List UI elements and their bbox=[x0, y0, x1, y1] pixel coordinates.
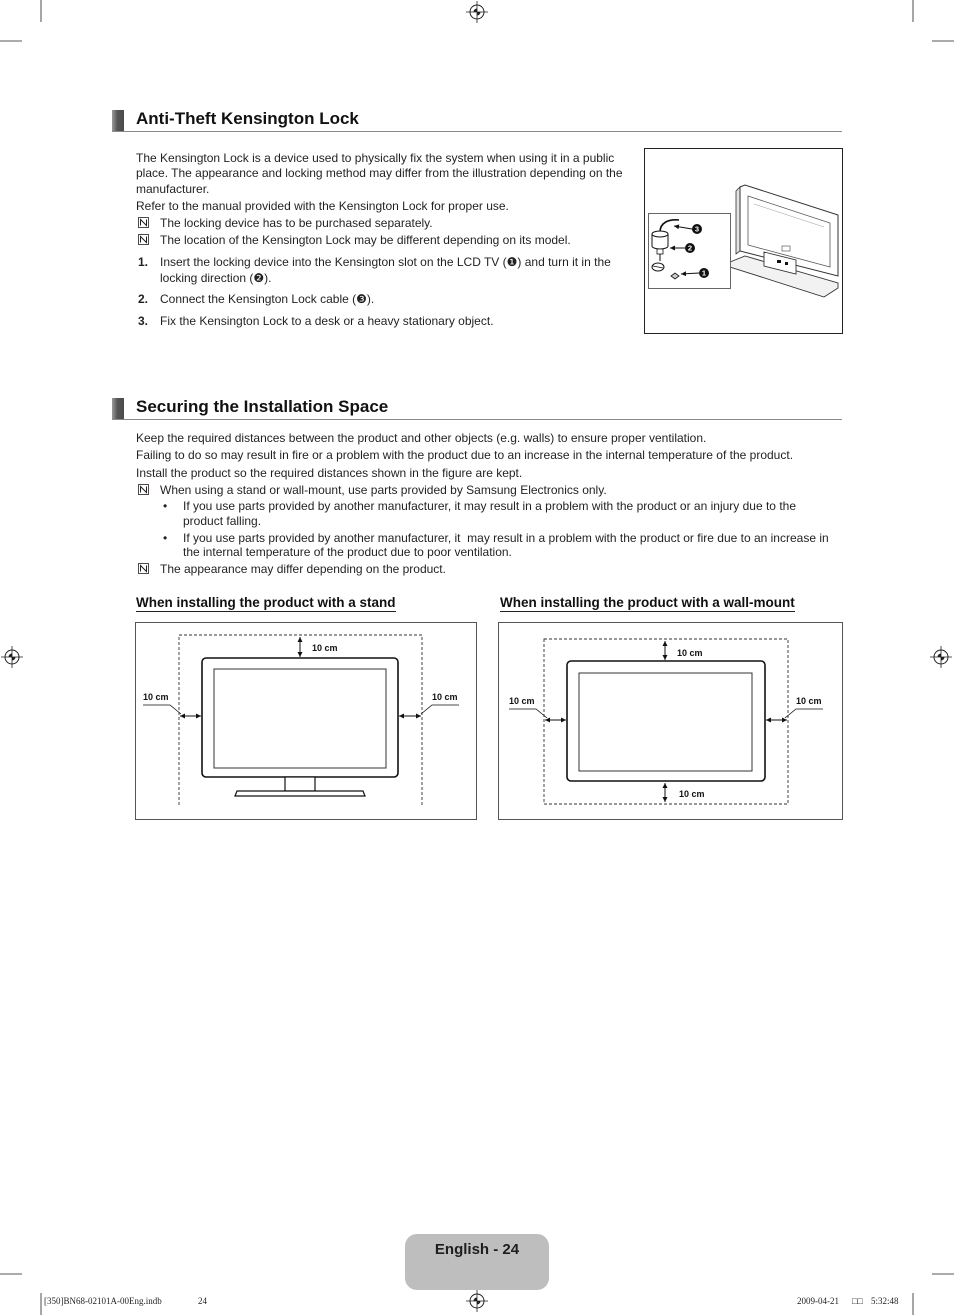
registration-mark-right bbox=[930, 646, 952, 668]
tv-stand-neck bbox=[285, 777, 315, 791]
note-icon bbox=[138, 234, 149, 245]
step-text-line: locking direction (❷). bbox=[160, 271, 272, 285]
bullet-text-line: the internal temperature of the product due to poor ventilation. bbox=[183, 545, 512, 559]
stand-clearance-figure bbox=[135, 622, 477, 820]
bullet-text-line: If you use parts provided by another manufacturer, it may result in a problem with the product or fire due to an increase in bbox=[183, 531, 829, 545]
page-number-tab bbox=[405, 1234, 549, 1290]
note-text: The appearance may differ depending on the product. bbox=[160, 562, 446, 576]
note-icon bbox=[138, 217, 149, 228]
step-text-line: Fix the Kensington Lock to a desk or a heavy stationary object. bbox=[160, 314, 494, 328]
page-label: English - 24 bbox=[434, 1241, 520, 1258]
stand-clearance-drawing bbox=[135, 622, 477, 820]
section-title: Securing the Installation Space bbox=[136, 397, 389, 416]
section-rule bbox=[112, 131, 842, 132]
body-text-line: The Kensington Lock is a device used to physically fix the system when using it in a public bbox=[136, 151, 615, 165]
top-clearance-label: 10 cm bbox=[677, 648, 703, 658]
bullet-text-line: If you use parts provided by another manufacturer, it may result in a problem with the product or an injury due to the bbox=[183, 499, 796, 513]
slug-date: 2009-04-21 bbox=[797, 1296, 839, 1306]
left-clearance-label: 10 cm bbox=[143, 692, 169, 702]
step-text-line: Insert the locking device into the Kensington slot on the LCD TV (❶) and turn it in the bbox=[160, 255, 611, 269]
body-text-line: Keep the required distances between the product and other objects (e.g. walls) to ensure proper ventilation. bbox=[136, 431, 707, 445]
callout-number: 3 bbox=[694, 224, 700, 234]
tv-screen bbox=[579, 673, 752, 771]
section-title: Anti-Theft Kensington Lock bbox=[136, 109, 359, 128]
note-icon bbox=[138, 563, 149, 574]
figure-heading-stand: When installing the product with a stand bbox=[136, 595, 396, 610]
body-text-line: place. The appearance and locking method may differ from the illustration depending on the bbox=[136, 166, 623, 180]
body-text-line: manufacturer. bbox=[136, 182, 210, 196]
registration-mark-bottom bbox=[466, 1290, 488, 1312]
registration-mark-top bbox=[466, 1, 488, 23]
section-marker-bar bbox=[112, 110, 124, 131]
lock-detail-inset bbox=[649, 214, 731, 289]
note-text: When using a stand or wall-mount, use parts provided by Samsung Electronics only. bbox=[160, 483, 607, 497]
slug-time-prefix: □□ bbox=[852, 1296, 863, 1306]
step-number: 3. bbox=[138, 314, 149, 328]
slug-time: 5:32:48 bbox=[871, 1296, 899, 1306]
wall-mount-clearance-figure bbox=[498, 622, 843, 820]
left-clearance-label: 10 cm bbox=[509, 696, 535, 706]
body-text-line: Refer to the manual provided with the Kensington Lock for proper use. bbox=[136, 199, 509, 213]
body-text-line: Failing to do so may result in fire or a problem with the product due to an increase in the internal temperature of the product. bbox=[136, 448, 794, 462]
tv-screen bbox=[214, 669, 386, 768]
slug-page-number: 24 bbox=[198, 1296, 207, 1306]
step-text-line: Connect the Kensington Lock cable (❸). bbox=[160, 292, 375, 306]
note-text: The location of the Kensington Lock may be different depending on its model. bbox=[160, 233, 571, 247]
section-marker-bar bbox=[112, 398, 124, 419]
bullet-symbol: • bbox=[163, 531, 168, 545]
figure-heading-wall-mount: When installing the product with a wall-mount bbox=[500, 595, 795, 610]
bullet-text-line: product falling. bbox=[183, 514, 262, 528]
slug-filename: [350]BN68-02101A-00Eng.indb bbox=[44, 1296, 162, 1306]
section-rule bbox=[112, 419, 842, 420]
callout-number: 1 bbox=[701, 268, 707, 278]
note-icon bbox=[138, 484, 149, 495]
bottom-clearance-label: 10 cm bbox=[679, 789, 705, 799]
kensington-slot bbox=[777, 260, 781, 263]
wall-mount-clearance-drawing bbox=[498, 622, 843, 820]
lock-bracket bbox=[652, 263, 664, 271]
callout-number: 2 bbox=[687, 243, 693, 253]
right-clearance-label: 10 cm bbox=[796, 696, 822, 706]
registration-mark-left bbox=[1, 646, 23, 668]
kensington-slot-mark bbox=[785, 262, 788, 265]
tv-stand-base bbox=[235, 791, 365, 796]
right-clearance-label: 10 cm bbox=[432, 692, 458, 702]
note-text: The locking device has to be purchased separately. bbox=[160, 216, 433, 230]
kensington-lock-drawing bbox=[644, 148, 843, 334]
bullet-symbol: • bbox=[163, 499, 168, 513]
top-clearance-label: 10 cm bbox=[312, 643, 338, 653]
step-number: 1. bbox=[138, 255, 149, 269]
step-number: 2. bbox=[138, 292, 149, 306]
body-text-line: Install the product so the required distances shown in the figure are kept. bbox=[136, 466, 523, 480]
kensington-lock-illustration bbox=[644, 148, 843, 334]
